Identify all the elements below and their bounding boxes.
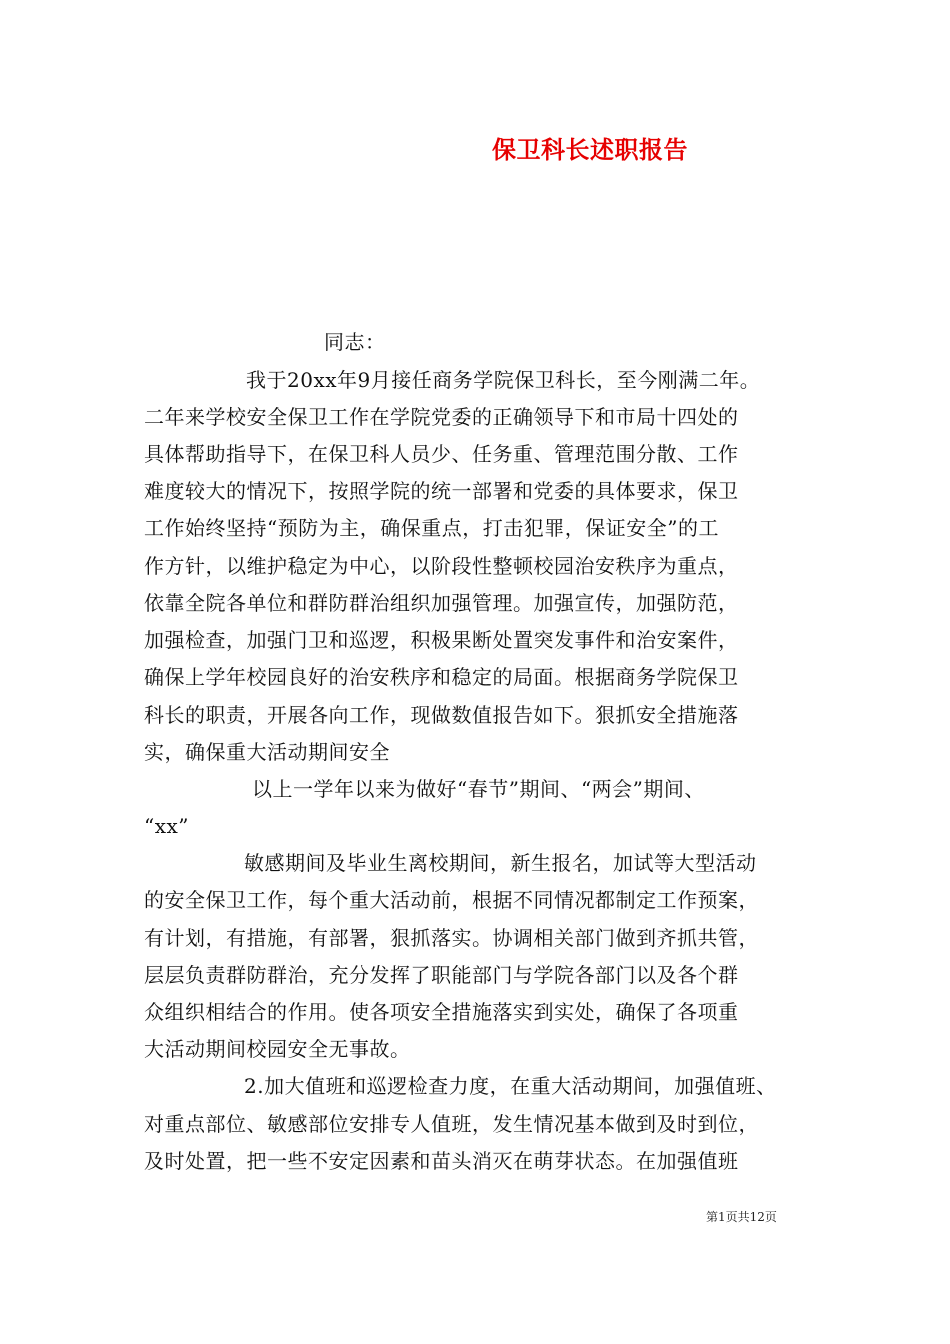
body-line: 2.加大值班和巡逻检查力度，在重大活动期间，加强值班、 xyxy=(244,1074,777,1098)
body-line: “xx” xyxy=(144,814,190,838)
body-line: 二年来学校安全保卫工作在学院党委的正确领导下和市局十四处的 xyxy=(144,405,739,429)
salutation: 同志： xyxy=(324,330,386,354)
page-title: 保卫科长述职报告 xyxy=(492,135,688,164)
body-line: 加强检查，加强门卫和巡逻，积极果断处置突发事件和治安案件， xyxy=(144,628,739,652)
body-line: 具体帮助指导下，在保卫科人员少、任务重、管理范围分散、工作 xyxy=(144,442,739,466)
body-line: 我于20xx年9月接任商务学院保卫科长，至今刚满二年。 xyxy=(246,368,761,392)
body-line: 以上一学年以来为做好“春节”期间、“两会”期间、 xyxy=(252,777,705,801)
body-line: 难度较大的情况下，按照学院的统一部署和党委的具体要求，保卫 xyxy=(144,479,739,503)
body-line: 及时处置，把一些不安定因素和苗头消灭在萌芽状态。在加强值班 xyxy=(144,1149,739,1173)
body-line: 敏感期间及毕业生离校期间，新生报名，加试等大型活动 xyxy=(244,851,757,875)
body-line: 实，确保重大活动期间安全 xyxy=(144,740,390,764)
body-line: 工作始终坚持“预防为主，确保重点，打击犯罪，保证安全”的工 xyxy=(144,516,719,540)
body-line: 科长的职责，开展各向工作，现做数值报告如下。狠抓安全措施落 xyxy=(144,703,739,727)
body-line: 大活动期间校园安全无事故。 xyxy=(144,1037,411,1061)
body-line: 有计划，有措施，有部署，狠抓落实。协调相关部门做到齐抓共管， xyxy=(144,926,759,950)
body-line: 作方针，以维护稳定为中心，以阶段性整顿校园治安秩序为重点， xyxy=(144,554,739,578)
page-number: 第1页共12页 xyxy=(706,1210,777,1224)
body-line: 众组织相结合的作用。使各项安全措施落实到实处，确保了各项重 xyxy=(144,1000,739,1024)
body-line: 确保上学年校园良好的治安秩序和稳定的局面。根据商务学院保卫 xyxy=(144,665,739,689)
body-line: 层层负责群防群治，充分发挥了职能部门与学院各部门以及各个群 xyxy=(144,963,739,987)
body-line: 的安全保卫工作，每个重大活动前，根据不同情况都制定工作预案， xyxy=(144,888,759,912)
body-line: 依靠全院各单位和群防群治组织加强管理。加强宣传，加强防范， xyxy=(144,591,739,615)
body-line: 对重点部位、敏感部位安排专人值班，发生情况基本做到及时到位， xyxy=(144,1112,759,1136)
